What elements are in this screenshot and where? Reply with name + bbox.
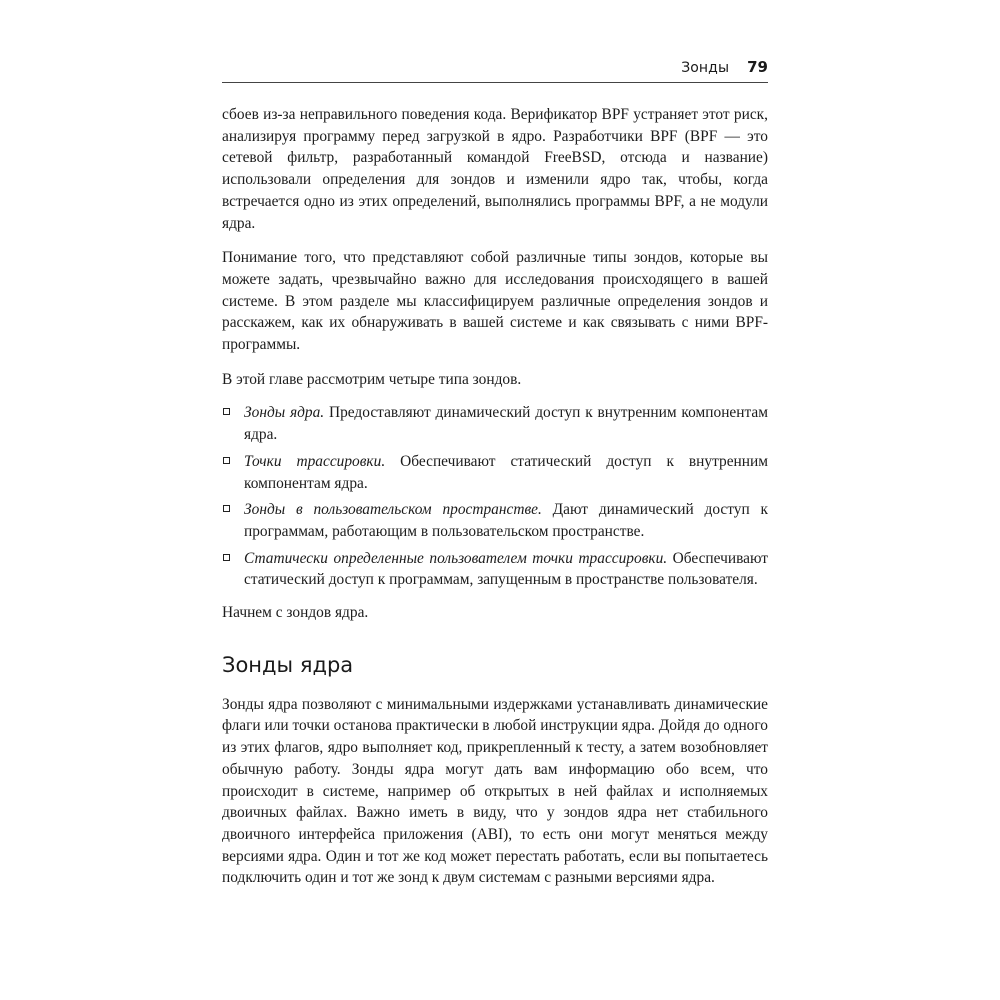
paragraph-kernel-probes: Зонды ядра позволяют с минимальными издержками устанавливать динамические флаги или точки останова практически в любой инструкции ядра. Дойдя до одного из этих флагов, ядро выполняет код, прикрепленный к тесту, а затем возобновляет обычную работу. Зонды ядра могут дать вам информацию обо всем, что происходит в системе, например об открытых в ней файлах и исполняемых двоичных файлах. Важно иметь в виду, что у зондов ядра нет стабильного двоичного интерфейса приложения (ABI), то есть они могут меняться между версиями ядра. Один и тот же код может перестать работать, если вы попытаетесь подключить один и тот же зонд к двум системам с разными версиями ядра. (222, 695, 768, 887)
list-item-text: Обеспечивают статический доступ к внутренним компонентам ядра. (244, 452, 768, 492)
list-item-term: Точки трассировки. (244, 452, 386, 470)
list-item-text: Обеспечивают статический доступ к программам, запущенным в пространстве пользователя. (244, 549, 768, 589)
probe-types-list (222, 402, 768, 591)
checkbox-bullet-icon (223, 408, 230, 415)
page-number: 79 (747, 58, 768, 76)
list-item-term: Зонды в пользовательском пространстве. (244, 501, 542, 519)
list-item-term: Зонды ядра. (244, 404, 325, 422)
header-rule (222, 82, 768, 83)
paragraph-start-kernel-probes: Начнем с зондов ядра. (222, 604, 369, 622)
paragraph-probe-types-intro: Понимание того, что представляют собой различные типы зондов, которые вы можете задать, чрезвычайно важно для исследования происходящего в вашей системе. В этом разделе мы классифицируем различные определения зондов и расскажем, как их обнаруживать в вашей системе и как связывать с ними BPF-программы. (222, 249, 768, 354)
list-item (222, 548, 768, 591)
running-header (222, 58, 768, 78)
list-item (222, 451, 768, 494)
page-body (222, 104, 768, 889)
section-heading: Зонды ядра (222, 652, 354, 677)
list-item-text: Дают динамический доступ к программам, работающим в пользовательском пространстве. (244, 501, 768, 540)
paragraph-four-types: В этой главе рассмотрим четыре типа зондов. (222, 370, 522, 388)
checkbox-bullet-icon (223, 505, 230, 512)
running-header-section: Зонды (681, 60, 730, 76)
paragraph-bpf-verifier: сбоев из-за неправильного поведения кода. Верификатор BPF устраняет этот риск, анализируя программу перед загрузкой в ядро. Разработчики BPF (BPF — это сетевой фильтр, разработанный командой FreeBSD, отсюда и название) использовали определения для зондов и изменили ядро так, чтобы, когда встречается одно из этих определений, выполнялись программы BPF, а не модули ядра. (222, 106, 768, 232)
list-item (222, 499, 768, 542)
list-item (222, 402, 768, 445)
checkbox-bullet-icon (223, 554, 230, 561)
list-item-term: Статически определенные пользователем точки трассировки. (244, 549, 668, 567)
list-item-text: Предоставляют динамический доступ к внутренним компонентам ядра. (244, 404, 768, 444)
checkbox-bullet-icon (223, 457, 230, 464)
